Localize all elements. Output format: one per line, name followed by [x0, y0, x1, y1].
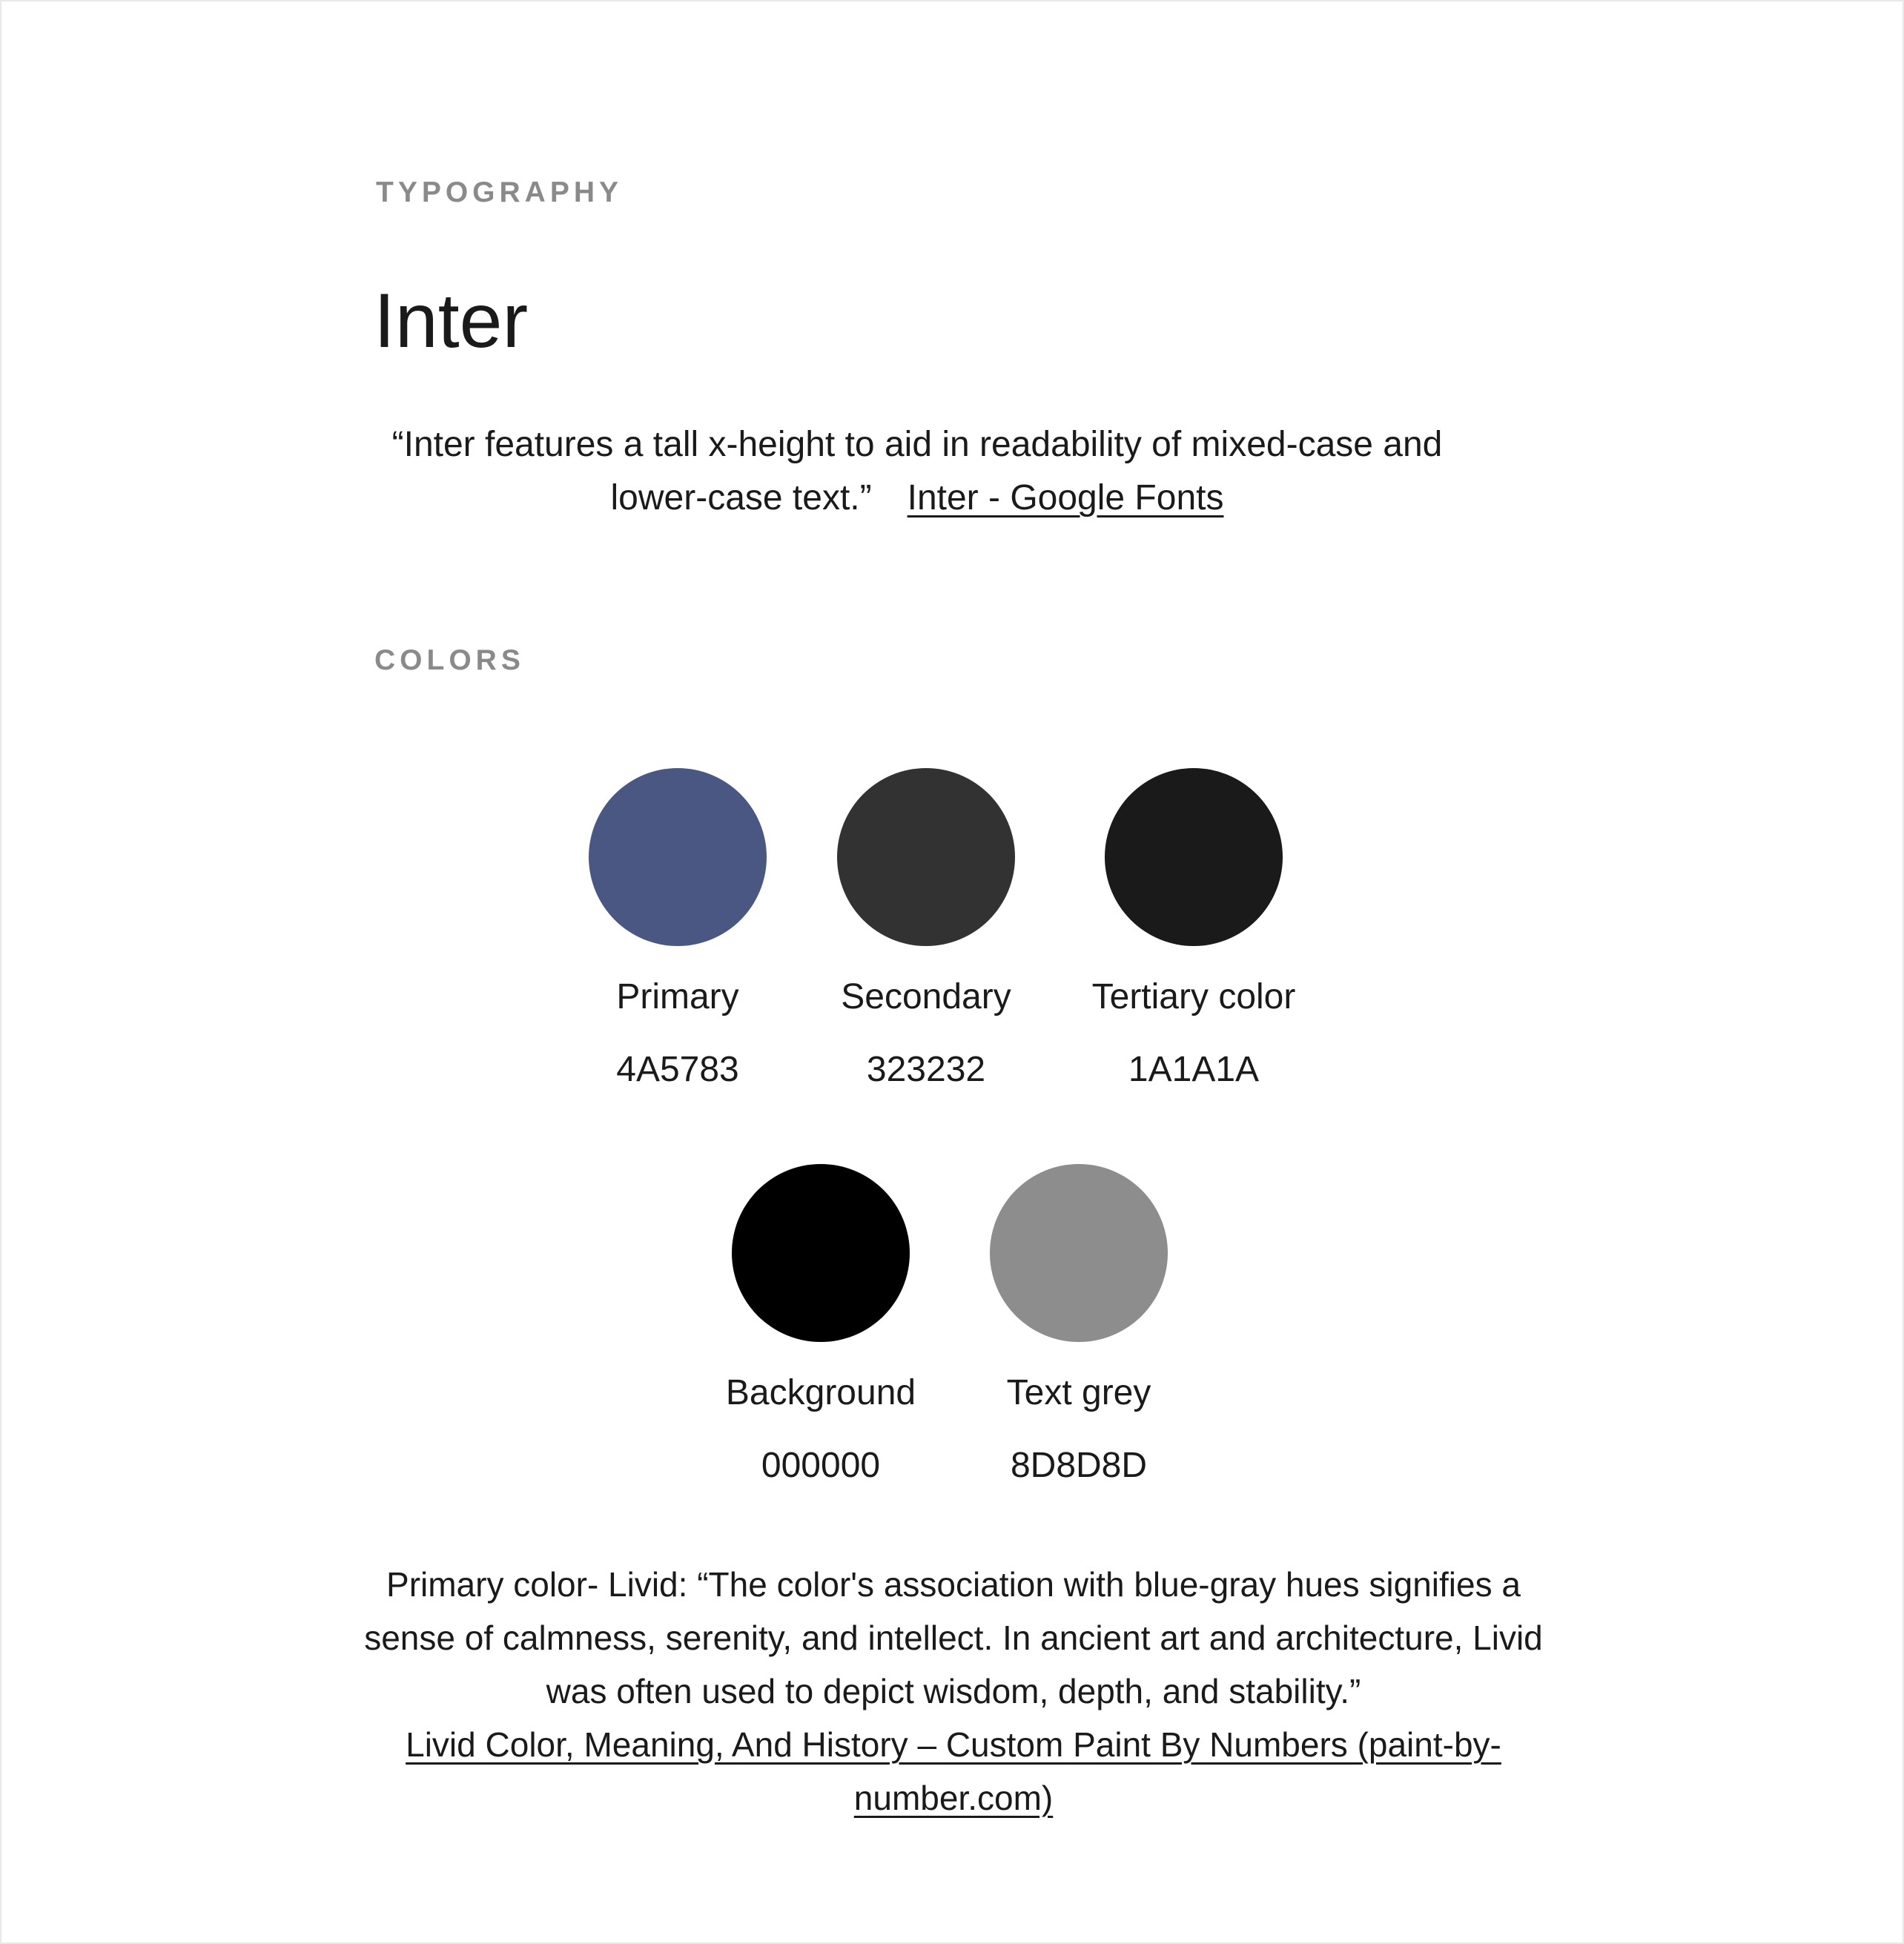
color-circle	[990, 1164, 1168, 1342]
color-hex: 8D8D8D	[1010, 1446, 1148, 1485]
color-swatch-tertiary	[1053, 768, 1335, 1096]
color-circle	[732, 1164, 910, 1342]
typography-section-label: TYPOGRAPHY	[376, 176, 624, 208]
color-swatch-text-grey	[938, 1164, 1220, 1492]
color-swatch-background	[680, 1164, 962, 1492]
google-fonts-link[interactable]: Inter - Google Fonts	[907, 478, 1224, 518]
color-hex: 4A5783	[616, 1050, 739, 1089]
color-name: Secondary	[841, 977, 1011, 1016]
color-swatch-primary	[537, 768, 819, 1096]
color-name: Text grey	[1006, 1373, 1151, 1412]
color-circle	[837, 768, 1015, 946]
primary-color-reference	[350, 1558, 1557, 1825]
color-circle	[1105, 768, 1283, 946]
color-hex: 323232	[866, 1050, 986, 1089]
reference-text: Primary color- Livid: “The color's association with blue-gray hues signifies a sense of calmness, serenity, and intellect. In ancient art and architecture, Livid was often used to depict wisdom, depth, and stability.”	[364, 1565, 1543, 1710]
color-swatch-secondary	[785, 768, 1067, 1096]
color-name: Primary	[616, 977, 739, 1016]
colors-section-label: COLORS	[374, 644, 525, 676]
color-name: Tertiary color	[1091, 977, 1296, 1016]
color-hex: 1A1A1A	[1128, 1050, 1260, 1089]
color-hex: 000000	[761, 1446, 881, 1485]
font-quote	[365, 418, 1470, 525]
paint-by-number-link[interactable]: Livid Color, Meaning, And History – Custom Paint By Numbers (paint-by-number.com)	[406, 1725, 1501, 1817]
font-name-heading: Inter	[374, 278, 529, 364]
color-circle	[589, 768, 767, 946]
font-quote-text: “Inter features a tall x-height to aid in readability of mixed-case and lower-case text.”	[391, 425, 1443, 518]
color-name: Background	[725, 1373, 916, 1412]
